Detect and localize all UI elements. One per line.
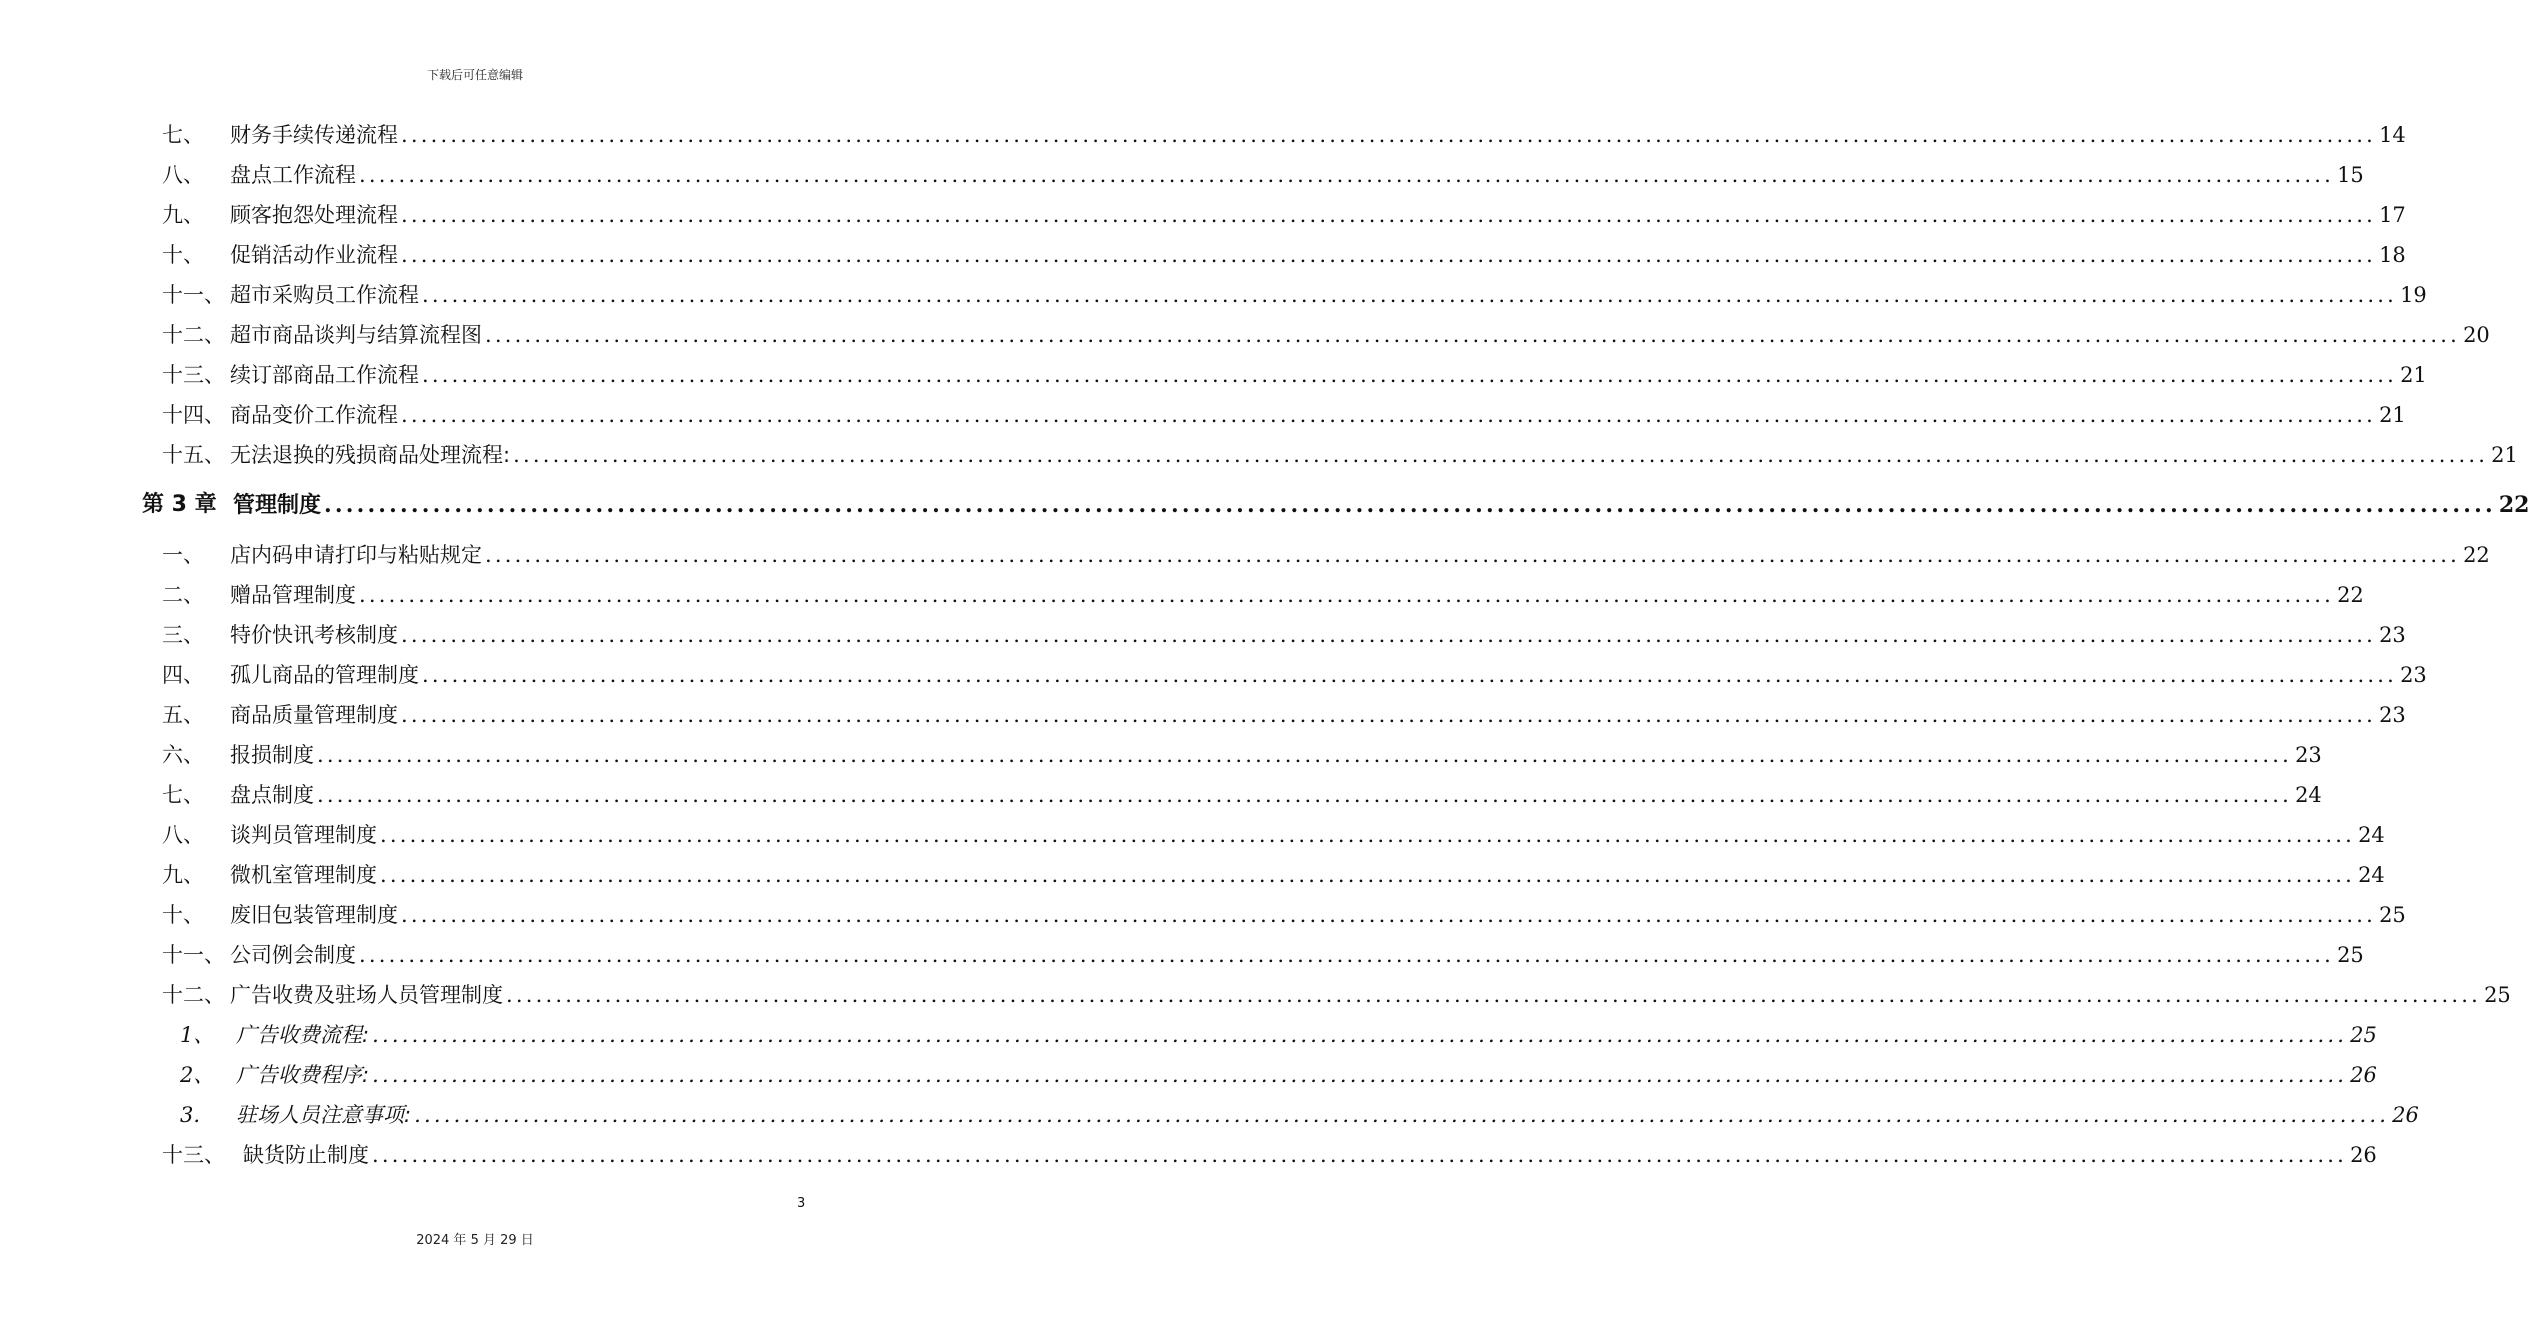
toc-entry-title: 财务手续传递流程 [230, 123, 398, 147]
toc-entry-number: 五、 [162, 703, 204, 727]
toc-entry-title: 废旧包装管理制度 [230, 903, 398, 927]
toc-entry-page: 18 [2379, 243, 2406, 267]
toc-leader-dots: ........................................................................................................................................................................................................ [506, 983, 2482, 1007]
toc-entry[interactable] [0, 200, 2406, 230]
toc-entry-number: 八、 [162, 163, 204, 187]
toc-entry-page: 22 [2463, 543, 2490, 567]
toc-entry-number: 十一、 [162, 283, 225, 307]
toc-entry-number: 1、 [180, 1023, 215, 1047]
toc-entry[interactable] [0, 780, 2322, 810]
toc-entry-title: 商品质量管理制度 [230, 703, 398, 727]
toc-entry-title: 驻场人员注意事项: [236, 1103, 412, 1127]
toc-entry[interactable] [0, 740, 2322, 770]
toc-entry-title: 广告收费流程: [236, 1023, 370, 1047]
toc-entry-number: 十五、 [162, 443, 225, 467]
toc-entry-title: 顾客抱怨处理流程 [230, 203, 398, 227]
toc-entry[interactable] [0, 660, 2427, 690]
toc-entry-title: 超市采购员工作流程 [230, 283, 419, 307]
toc-entry[interactable] [0, 860, 2385, 890]
toc-entry-page: 21 [2400, 363, 2427, 387]
toc-entry-title: 超市商品谈判与结算流程图 [230, 323, 482, 347]
toc-entry-page: 19 [2400, 283, 2427, 307]
toc-entry-page: 25 [2379, 903, 2406, 927]
toc-entry[interactable] [0, 440, 2518, 470]
toc-entry-number: 七、 [162, 783, 204, 807]
toc-leader-dots: ........................................................................................................................................................................................................ [380, 863, 2356, 887]
toc-entry-number: 三、 [162, 623, 204, 647]
page-header: 下载后可任意编辑 [426, 68, 523, 82]
toc-leader-dots: ........................................................................................................................................................................................................ [359, 163, 2335, 187]
toc-entry[interactable] [0, 1140, 2377, 1170]
toc-entry-number: 十一、 [162, 943, 225, 967]
page-number: 3 [797, 1196, 806, 1211]
toc-leader-dots: ........................................................................................................................................................................................................ [422, 363, 2398, 387]
toc-entry[interactable] [0, 280, 2427, 310]
toc-leader-dots: ........................................................................................................................................................................................................ [372, 1023, 2348, 1047]
toc-chapter-title: 管理制度 [233, 493, 322, 518]
toc-leader-dots: ........................................................................................................................................................................................................ [401, 243, 2377, 267]
toc-entry[interactable] [0, 360, 2427, 390]
toc-entry-page: 25 [2337, 943, 2364, 967]
toc-entry-title: 赠品管理制度 [230, 583, 356, 607]
toc-entry[interactable] [0, 160, 2364, 190]
toc-entry-title: 报损制度 [230, 743, 314, 767]
toc-entry-number: 八、 [162, 823, 204, 847]
toc-entry-title: 缺货防止制度 [243, 1143, 369, 1167]
toc-entry-title: 谈判员管理制度 [230, 823, 377, 847]
toc-entry-title: 无法退换的残损商品处理流程: [230, 443, 511, 467]
toc-leader-dots: ........................................................................................................................................................................................................ [485, 543, 2461, 567]
toc-entry-number: 3. [180, 1103, 201, 1127]
toc-chapter-number: 第 3 章 [142, 492, 217, 517]
toc-leader-dots: ........................................................................................................................................................................................................ [372, 1143, 2348, 1167]
page-footer-date: 2024 年 5 月 29 日 [416, 1233, 534, 1248]
toc-entry[interactable] [0, 620, 2406, 650]
toc-sub-entry[interactable] [0, 1020, 2377, 1050]
toc-entry-page: 26 [2350, 1063, 2377, 1087]
toc-entry-page: 21 [2379, 403, 2406, 427]
toc-entry-title: 盘点工作流程 [230, 163, 356, 187]
toc-leader-dots: ........................................................................................................................................................................................................ [414, 1103, 2390, 1127]
toc-entry-page: 15 [2337, 163, 2364, 187]
toc-entry-title: 特价快讯考核制度 [230, 623, 398, 647]
toc-leader-dots: ........................................................................................................................................................................................................ [372, 1063, 2348, 1087]
toc-entry[interactable] [0, 820, 2385, 850]
toc-entry[interactable] [0, 120, 2406, 150]
toc-leader-dots: ........................................................................................................................................................................................................ [359, 943, 2335, 967]
toc-entry[interactable] [0, 540, 2490, 570]
toc-leader-dots: ........................................................................................................................................................................................................ [401, 403, 2377, 427]
toc-entry-number: 十二、 [162, 323, 225, 347]
toc-chapter-entry[interactable] [0, 490, 2529, 520]
toc-entry-number: 二、 [162, 583, 204, 607]
toc-entry-title: 商品变价工作流程 [230, 403, 398, 427]
toc-leader-dots: ........................................................................................................................................................................................................ [380, 823, 2356, 847]
toc-leader-dots: ........................................................................................................................................................................................................ [401, 903, 2377, 927]
toc-entry-page: 24 [2358, 823, 2385, 847]
toc-leader-dots: ........................................................................................................................................................................................................ [401, 623, 2377, 647]
toc-entry-title: 续订部商品工作流程 [230, 363, 419, 387]
toc-entry[interactable] [0, 400, 2406, 430]
toc-leader-dots: ........................................................................................................................................................................................................ [422, 283, 2398, 307]
toc-entry-title: 广告收费程序: [236, 1063, 370, 1087]
toc-entry[interactable] [0, 900, 2406, 930]
toc-entry[interactable] [0, 700, 2406, 730]
toc-entry-number: 七、 [162, 123, 204, 147]
toc-entry-number: 十四、 [162, 403, 225, 427]
toc-entry-page: 23 [2379, 703, 2406, 727]
toc-entry-page: 26 [2392, 1103, 2419, 1127]
toc-entry-page: 23 [2295, 743, 2322, 767]
toc-entry-page: 25 [2484, 983, 2511, 1007]
toc-entry-title: 公司例会制度 [230, 943, 356, 967]
toc-entry-number: 十三、 [162, 1143, 225, 1167]
toc-entry-title: 盘点制度 [230, 783, 314, 807]
toc-entry[interactable] [0, 940, 2364, 970]
toc-sub-entry[interactable] [0, 1100, 2419, 1130]
toc-chapter-page: 22 [2498, 492, 2529, 518]
toc-entry-page: 24 [2358, 863, 2385, 887]
toc-entry-page: 20 [2463, 323, 2490, 347]
toc-leader-dots: ........................................................................................................................................................................................................ [359, 583, 2335, 607]
toc-entry-page: 23 [2400, 663, 2427, 687]
toc-entry-number: 2、 [180, 1063, 215, 1087]
toc-entry-page: 21 [2491, 443, 2518, 467]
toc-entry-page: 25 [2350, 1023, 2377, 1047]
toc-entry-title: 促销活动作业流程 [230, 243, 398, 267]
toc-entry-number: 一、 [162, 543, 204, 567]
toc-entry-number: 九、 [162, 863, 204, 887]
toc-entry-title: 微机室管理制度 [230, 863, 377, 887]
toc-entry-page: 17 [2379, 203, 2406, 227]
toc-entry-number: 六、 [162, 743, 204, 767]
toc-entry-page: 23 [2379, 623, 2406, 647]
toc-entry[interactable] [0, 240, 2406, 270]
toc-entry[interactable] [0, 580, 2364, 610]
toc-entry[interactable] [0, 980, 2511, 1010]
toc-entry-number: 四、 [162, 663, 204, 687]
toc-leader-dots: ........................................................................................................................................................................................................ [401, 123, 2377, 147]
toc-entry-number: 十二、 [162, 983, 225, 1007]
toc-leader-dots: ........................................................................................................................................................................................................ [317, 783, 2293, 807]
toc-entry-number: 九、 [162, 203, 204, 227]
toc-entry-page: 24 [2295, 783, 2322, 807]
toc-entry-number: 十三、 [162, 363, 225, 387]
toc-leader-dots: ........................................................................................................................................................................................................ [485, 323, 2461, 347]
toc-entry-title: 广告收费及驻场人员管理制度 [230, 983, 503, 1007]
toc-entry-title: 孤儿商品的管理制度 [230, 663, 419, 687]
toc-sub-entry[interactable] [0, 1060, 2377, 1090]
toc-entry-number: 十、 [162, 903, 204, 927]
toc-leader-dots: ........................................................................................................................................................................................................ [513, 443, 2489, 467]
toc-leader-dots: ........................................................................................................................................................................................................ [422, 663, 2398, 687]
toc-entry-page: 22 [2337, 583, 2364, 607]
toc-entry-title: 店内码申请打印与粘贴规定 [230, 543, 482, 567]
toc-entry-page: 26 [2350, 1143, 2377, 1167]
toc-entry[interactable] [0, 320, 2490, 350]
toc-leader-dots: ........................................................................................................................................................................................................ [401, 203, 2377, 227]
toc-leader-dots: ........................................................................................................................................................................................................ [324, 492, 2496, 518]
toc-leader-dots: ........................................................................................................................................................................................................ [401, 703, 2377, 727]
toc-leader-dots: ........................................................................................................................................................................................................ [317, 743, 2293, 767]
toc-entry-page: 14 [2379, 123, 2406, 147]
toc-entry-number: 十、 [162, 243, 204, 267]
